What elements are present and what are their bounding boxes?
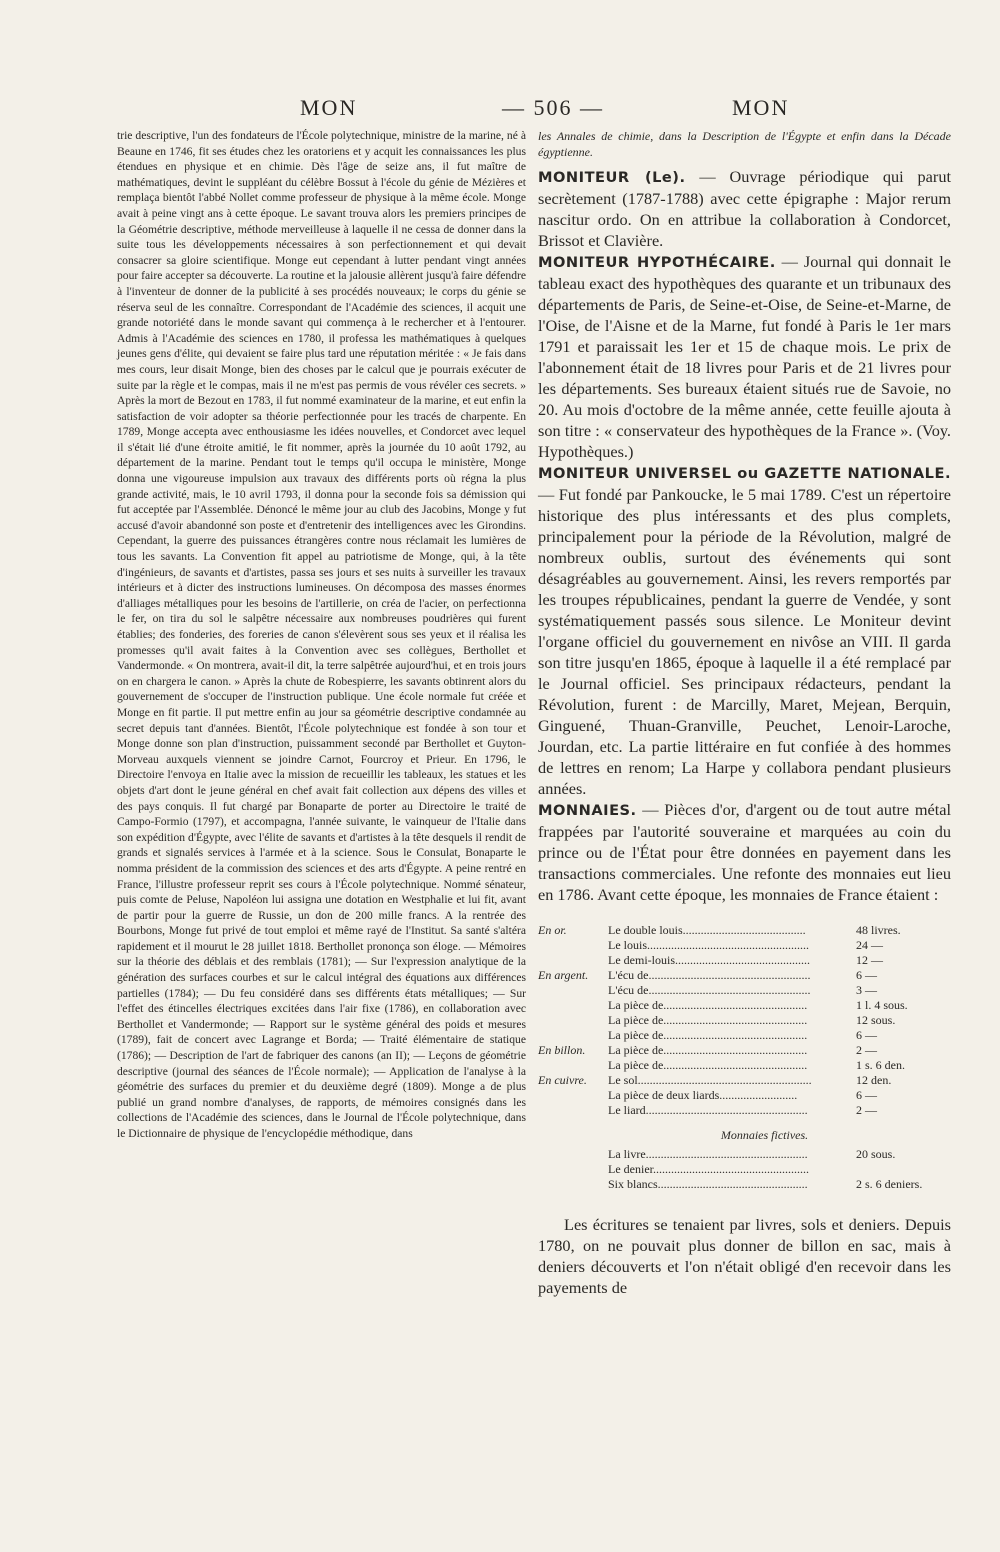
coin-item: [608, 1058, 856, 1073]
coin-category: [538, 938, 608, 953]
coin-value: 12 —: [856, 953, 883, 967]
coin-table: [538, 923, 938, 1118]
coin-name: La pièce de deux liards: [608, 1088, 720, 1102]
entry-body: — Pièces d'or, d'argent ou de tout autre métal frappées par l'autorité souveraine et marquées au coin du prince ou de l'État pour être données en payement dans les transactions commerciales. Une refonte des monnaies eut lieu en 1786. Avant cette époque, les monnaies de France étaient :: [538, 800, 951, 904]
coin-row: [538, 1028, 938, 1043]
coin-item: [608, 1013, 856, 1028]
closing-paragraph: Les écritures se tenaient par livres, sols et deniers. Depuis 1780, on ne pouvait plus donner de billon en sac, mais à deniers découverts et l'on n'était obligé d'en recevoir dans les payements de: [538, 1215, 951, 1297]
coin-row: [538, 923, 938, 938]
coin-row: [538, 938, 938, 953]
coin-value: 6 —: [856, 1088, 877, 1102]
entry-body: — Fut fondé par Pankoucke, le 5 mai 1789. C'est un répertoire historique des plus intéressants et des plus complets, principalement pour la période de la Révolution, malgré de nombreux oublis, surtout des événements qui sont désagréables au gouvernement. Ainsi, les revers remportés par les troupes républicaines, pendant la guerre de Vendée, y sont systématiquement passés sous silence. Le Moniteur devint l'organe officiel du gouvernement en nivôse an VIII. Il garda son titre jusqu'en 1865, époque à laquelle il a été remplacé par le Journal officiel. Ses principaux rédacteurs, pendant la Révolution, furent : de Marcilly, Maret, Mejean, Berquin, Ginguené, Thuan-Granville, Peuchet, Lenoir-Laroche, Jourdan, etc. La partie littéraire en fut confiée à des hommes de lettres en renom; La Harpe y collabora pendant plusieurs années.: [538, 485, 951, 798]
dot-leader: ................................................: [663, 1013, 808, 1027]
dot-leader: ................................................: [663, 998, 808, 1012]
entry-body: — Journal qui donnait le tableau exact des hypothèques des quarante et un tribunaux des départements de Paris, de Seine-et-Oise, de Seine-et-Marne, de l'Oise, de l'Aisne et de la Marne, fut fondé à Paris le 1er mars 1791 et paraissait les 1er et 15 de chaque mois. Le prix de l'abonnement était de 18 livres pour Paris et de 21 livres pour les départements. Ses bureaux étaient situés rue de Savoie, no 20. Au mois d'octobre de la même année, cette feuille ajouta à son titre : « conservateur des hypothèques de la France ». (Voy. Hypothèques.): [538, 252, 951, 461]
coin-name: Six blancs: [608, 1177, 658, 1191]
coin-row: [538, 983, 938, 998]
coin-name: Le double louis: [608, 923, 683, 937]
coin-name: L'écu de: [608, 968, 649, 982]
coin-item: [608, 1028, 856, 1043]
dot-leader: ......................................................: [648, 983, 811, 997]
coin-category: [538, 983, 608, 998]
coin-value: [856, 1162, 938, 1177]
coin-category: En or.: [538, 923, 567, 937]
coin-row: [538, 1058, 938, 1073]
dot-leader: ......................................................: [645, 1103, 808, 1117]
coin-name: La pièce de: [608, 1058, 664, 1072]
entry-headword: MONITEUR (Le).: [538, 169, 686, 186]
coin-row: [538, 1073, 938, 1088]
coin-value: 20 sous.: [856, 1147, 896, 1161]
coin-value: 1 s. 6 den.: [856, 1058, 905, 1072]
coin-name: La pièce de: [608, 998, 664, 1012]
dot-leader: .........................................: [682, 923, 806, 937]
dot-leader: ....................................................: [652, 1162, 809, 1176]
fictive-money-title: Monnaies fictives.: [720, 1128, 809, 1142]
coin-name: Le denier: [608, 1162, 653, 1176]
running-head-left: MON: [300, 95, 358, 120]
entry-body: — Ouvrage périodique qui parut secrètement (1787-1788) avec cette épigraphe : Major rerum nascitur ordo. On en attribue la collaboration à Condorcet, Brissot et Clavière.: [538, 167, 951, 250]
coin-item: [608, 1043, 856, 1058]
coin-category: En argent.: [538, 968, 589, 982]
dot-leader: ......................................................: [647, 938, 809, 952]
coin-name: La livre: [608, 1147, 646, 1161]
dot-leader: ..................................................: [657, 1177, 808, 1191]
coin-category: [538, 1058, 608, 1073]
coin-item: [608, 1088, 856, 1103]
dot-leader: ................................................: [663, 1043, 808, 1057]
coin-name: La pièce de: [608, 1028, 664, 1042]
page-number: — 506 —: [502, 95, 604, 120]
coin-row: [538, 953, 938, 968]
monge-article-text: trie descriptive, l'un des fondateurs de l'École polytechnique, ministre de la marine, né à Beaune en 1746, fit ses études chez les oratoriens et y acquit les connaissances les plus étendues en physique et en chimie. Dès l'âge de seize ans, il fut maître de mathématiques, devint le suppléant du célèbre Bossut à l'école du génie de Mézières et remplaça bientôt l'abbé Nollet comme professeur de physique à la même école. Monge avait à peine vingt ans à cette époque. Le savant trouva alors les premiers principes de la Géométrie descriptive, méthode merveilleuse à laquelle il ne cessa de donner dans la suite tous les développements nécessaires à son perfectionnement et qui devait consacrer sa gloire scientifique. Monge eut cependant à lutter pendant vingt années pour faire accepter sa découverte. La routine et la jalousie allèrent jusqu'à faire défendre à l'inventeur de donner de la publicité à ses procédés nouveaux; le corps du génie se réserva seul de les connaître. Correspondant de l'Académie des sciences, il acquit une grande notoriété dans le monde savant qui commença à le rechercher et à l'entourer. Admis à l'Académie des sciences en 1780, il professa les mathématiques à quelques jeunes gens d'élite, qui devaient se faire plus tard une réputation méritée : « Je fais dans mes cours, leur disait Monge, bien des choses par le calcul que je pourrais exécuter de suite par la règle et le compas, mais il ne m'est pas permis de vous révéler ces secrets. » Après la mort de Bezout en 1783, il fut nommé examinateur de la marine, et eut enfin la satisfaction de voir adopter sa théorie perfectionnée pour les tracés de charpente. En 1789, Monge accepta avec enthousiasme les idées nouvelles, et Condorcet avec lequel il s'était lié d'une étroite amitié, le fit nommer, après la journée du 10 août 1792, au département de la marine. Pendant tout le temps qu'il occupa le ministère, Monge donna une vigoureuse impulsion aux travaux des différents ports où régna la plus grande activité, mais, le 10 avril 1793, il donna pour la seconde fois sa démission qui fut acceptée par l'Assemblée. Dénoncé le même jour au club des Jacobins, Monge y fut accusé d'avoir abandonné son poste et d'entretenir des intelligences avec les Girondins. Cependant, la guerre des puissances étrangères contre nous réclamait les lumières de tous les savants. La Convention fit appel au patriotisme de Monge, qui, à la tête d'ingénieurs, de savants et d'artistes, passa ses jours et ses nuits à surveiller les travaux intérieurs et à dicter des instructions lumineuses. On décomposa des masses énormes d'alliages métalliques pour les besoins de l'artillerie, on créa de l'acier, on perfectionna le fer, on tira du sol le salpêtre nécessaire aux nombreuses poudrières qui furent établies; des fonderies, des foreries de canon s'élevèrent sous ses yeux et il réalisa les promesses qu'il avait faites à la Convention avec ses collègues, Berthollet et Vandermonde. « On montrera, avait-il dit, la terre salpêtrée aujourd'hui, et en trois jours on en chargera le canon. » Après la chute de Robespierre, les savants obtinrent alors du gouvernement de s'occuper de l'instruction publique. Une école normale fut créée et Monge en fit partie. Il put mettre enfin au jour sa géométrie descriptive condamnée au secret depuis tant d'années. Bientôt, l'École polytechnique est fondée à son tour et Monge donne son plan d'instruction, puissamment secondé par Berthollet et Guyton-Morveau auxquels viennent se joindre Carnot, Fourcroy et Prieur. En 1796, le Directoire l'envoya en Italie avec la mission de recueillir les tableaux, les statues et les objets d'art dont le jeune général en chef avait fait collection aux dépens des villes et des pays conquis. Il fut chargé par Bonaparte de porter au Directoire le traité de Campo-Formio (1797), et accompagna, l'année suivante, le vainqueur de l'Italie dans son expédition d'Égypte, avec l'élite de savants et d'artistes à la tête desquels il rendit de grands et signalés services à l'armée et à la science. Sous le Consulat, Bonaparte le nomma président de la commission des sciences et des arts d'Égypte. A peine rentré en France, l'illustre professeur reprit ses cours à l'École polytechnique. Nommé sénateur, puis comte de Peluse, Napoléon lui assigna une dotation en Westphalie et lui fit, avant de partir pour la guerre de Russie, un don de 200 mille francs. A la rentrée des Bourbons, Monge fut privé de tout emploi et même rayé de l'Institut. Sa santé s'altéra rapidement et il mourut le 28 juillet 1818. Berthollet prononça son éloge. — Mémoires sur la théorie des déblais et des remblais (1781); — Sur l'expression analytique de la génération des surfaces courbes et sur le calcul intégral des équations aux différences partielles (1784); — Du feu considéré dans ses différents états métalliques; — Sur l'effet des étincelles électriques excitées dans l'air fixe (1786), en collaboration avec Berthollet et Vandermonde; — Rapport sur le système général des poids et mesures (1789), fait de concert avec Lagrange et Borda; — Traité élémentaire de statique (1786); — Description de l'art de fabriquer des canons (an II); — Leçons de géométrie descriptive (journal des séances de l'École normale); — Application de l'analyse à la géométrie des surfaces du premier et du deuxième degré (1809). Monge a de plus publié un grand nombre d'analyses, de rapports, de mémoires consignés dans les collections de l'Académie des sciences, dans le Journal de l'École polytechnique, dans le Dictionnaire de physique de l'encyclopédie méthodique, dans: [117, 129, 526, 1140]
dot-leader: ......................................................: [645, 1147, 808, 1161]
coin-item: [608, 1147, 856, 1162]
coin-item: [608, 923, 856, 938]
coin-category: [538, 998, 608, 1013]
coin-name: La pièce de: [608, 1043, 664, 1057]
entry-moniteur-le: [538, 166, 951, 251]
fictive-money-table: [538, 1147, 938, 1192]
coin-item: [608, 953, 856, 968]
coin-value: 12 den.: [856, 1073, 892, 1087]
coin-category: [538, 1177, 608, 1192]
coin-category: [538, 1162, 608, 1177]
coin-name: Le liard: [608, 1103, 646, 1117]
right-column: [538, 128, 951, 1298]
coin-name: Le louis: [608, 938, 647, 952]
dot-leader: ................................................: [663, 1058, 808, 1072]
coin-row: [538, 998, 938, 1013]
entry-moniteur-universel: [538, 462, 951, 799]
entry-headword: MONITEUR UNIVERSEL ou GAZETTE NATIONALE.: [538, 465, 951, 482]
coin-row: [538, 968, 938, 983]
dot-leader: ......................................................: [648, 968, 811, 982]
coin-row: [538, 1043, 938, 1058]
coin-row: [538, 1177, 938, 1192]
coin-item: [608, 1162, 856, 1177]
coin-category: [538, 953, 608, 968]
continuation-intro: les Annales de chimie, dans la Description de l'Égypte et enfin dans la Décade égyptienne.: [538, 129, 951, 159]
dot-leader: ................................................: [663, 1028, 808, 1042]
coin-category: [538, 1147, 608, 1162]
entry-moniteur-hypothecaire: [538, 251, 951, 462]
coin-category: En cuivre.: [538, 1073, 587, 1087]
coin-item: [608, 1177, 856, 1192]
coin-item: [608, 998, 856, 1013]
running-head-right: MON: [732, 95, 790, 120]
coin-value: 24 —: [856, 938, 883, 952]
coin-name: La pièce de: [608, 1013, 664, 1027]
entry-monnaies: [538, 799, 951, 905]
coin-category: [538, 1013, 608, 1028]
coin-item: [608, 968, 856, 983]
coin-value: 2 —: [856, 1043, 877, 1057]
coin-item: [608, 938, 856, 953]
coin-value: 1 l. 4 sous.: [856, 998, 908, 1012]
dot-leader: .............................................: [674, 953, 810, 967]
coin-name: L'écu de: [608, 983, 649, 997]
coin-category: [538, 1028, 608, 1043]
entry-headword: MONNAIES.: [538, 802, 637, 819]
coin-value: 2 —: [856, 1103, 877, 1117]
coin-name: Le demi-louis: [608, 953, 675, 967]
coin-value: 48 livres.: [856, 923, 901, 937]
coin-row: [538, 1103, 938, 1118]
coin-value: 2 s. 6 deniers.: [856, 1177, 923, 1191]
coin-row: [538, 1013, 938, 1028]
coin-item: [608, 1073, 856, 1088]
dot-leader: ..........................: [719, 1088, 798, 1102]
entry-headword: MONITEUR HYPOTHÉCAIRE.: [538, 254, 776, 271]
coin-item: [608, 983, 856, 998]
coin-name: Le sol: [608, 1073, 638, 1087]
coin-value: 12 sous.: [856, 1013, 896, 1027]
coin-value: 6 —: [856, 968, 877, 982]
coin-value: 3 —: [856, 983, 877, 997]
dot-leader: ..........................................................: [637, 1073, 812, 1087]
left-column: [117, 128, 526, 1142]
coin-row: [538, 1147, 938, 1162]
coin-item: [608, 1103, 856, 1118]
coin-row: [538, 1162, 938, 1177]
coin-category: [538, 1088, 608, 1103]
coin-row: [538, 1088, 938, 1103]
coin-value: 6 —: [856, 1028, 877, 1042]
coin-category: En billon.: [538, 1043, 586, 1057]
coin-category: [538, 1103, 608, 1118]
